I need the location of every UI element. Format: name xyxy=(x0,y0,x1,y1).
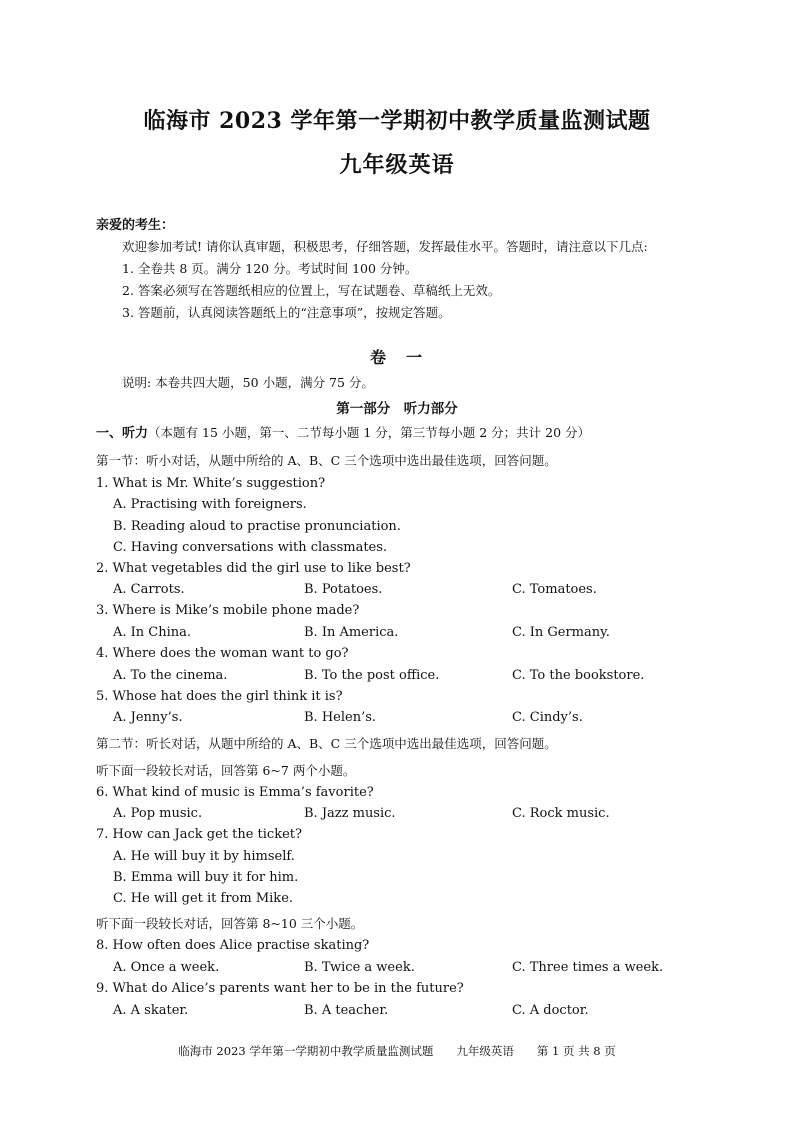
option: B. To the post office. xyxy=(304,668,440,683)
question: 7. How can Jack get the ticket? xyxy=(96,827,302,842)
question: 2. What vegetables did the girl use to like best? xyxy=(96,561,411,576)
option: C. Tomatoes. xyxy=(512,582,597,597)
section-instruction: 第二节：听长对话，从题中所给的 A、B、C 三个选项中选出最佳选项，回答问题。 xyxy=(96,736,557,751)
volume-title: 卷 一 xyxy=(369,348,424,367)
option: C. A doctor. xyxy=(512,1003,589,1018)
option: B. Reading aloud to practise pronunciation. xyxy=(113,519,401,534)
option: A. Jenny’s. xyxy=(113,710,183,725)
section-heading-note: （本题有 15 小题，第一、二节每小题 1 分，第三节每小题 2 分；共计 20 分） xyxy=(148,425,591,440)
option: C. To the bookstore. xyxy=(512,668,645,683)
option: C. He will get it from Mike. xyxy=(113,891,294,906)
option: B. Helen’s. xyxy=(304,710,377,725)
option: C. Rock music. xyxy=(512,806,610,821)
option: B. Potatoes. xyxy=(304,582,383,597)
option: C. Three times a week. xyxy=(512,960,664,975)
option: A. A skater. xyxy=(113,1003,189,1018)
option: B. Emma will buy it for him. xyxy=(113,870,299,885)
greeting: 亲爱的考生： xyxy=(96,218,175,233)
option: C. In Germany. xyxy=(512,625,610,640)
page-subtitle: 九年级英语 xyxy=(339,152,455,178)
option: B. A teacher. xyxy=(304,1003,389,1018)
question: 6. What kind of music is Emma’s favorite? xyxy=(96,785,374,800)
section-heading xyxy=(96,422,590,441)
option: A. In China. xyxy=(113,625,192,640)
notice-item: 2. 答案必须写在答题纸相应的位置上，写在试题卷、草稿纸上无效。 xyxy=(122,283,501,298)
dialogue-instruction: 听下面一段较长对话，回答第 8~10 三个小题。 xyxy=(96,916,364,931)
option: C. Having conversations with classmates. xyxy=(113,540,388,555)
option: C. Cindy’s. xyxy=(512,710,583,725)
notice-item: 1. 全卷共 8 页。满分 120 分。考试时间 100 分钟。 xyxy=(122,261,418,276)
option: A. Practising with foreigners. xyxy=(113,497,307,512)
dialogue-instruction: 听下面一段较长对话，回答第 6~7 两个小题。 xyxy=(96,763,356,778)
option: A. To the cinema. xyxy=(113,668,228,683)
page-footer: 临海市 2023 学年第一学期初中教学质量监测试题 九年级英语 第 1 页 共 8 页 xyxy=(178,1044,616,1058)
option: B. Twice a week. xyxy=(304,960,415,975)
notice-item: 3. 答题前，认真阅读答题纸上的“注意事项”，按规定答题。 xyxy=(122,305,451,320)
section-instruction: 第一节：听小对话，从题中所给的 A、B、C 三个选项中选出最佳选项，回答问题。 xyxy=(96,453,557,468)
option: B. Jazz music. xyxy=(304,806,396,821)
question: 4. Where does the woman want to go? xyxy=(96,646,349,661)
option: A. Once a week. xyxy=(113,960,220,975)
question: 5. Whose hat does the girl think it is? xyxy=(96,689,343,704)
option: A. He will buy it by himself. xyxy=(113,849,295,864)
page-title: 临海市 2023 学年第一学期初中教学质量监测试题 xyxy=(143,108,651,134)
section-heading-label: 一、听力 xyxy=(96,426,149,441)
option: A. Carrots. xyxy=(113,582,185,597)
notice-intro: 欢迎参加考试! 请你认真审题，积极思考，仔细答题，发挥最佳水平。答题时，请注意以下几点: xyxy=(122,239,648,254)
option: B. In America. xyxy=(304,625,399,640)
option: A. Pop music. xyxy=(113,806,203,821)
question: 3. Where is Mike’s mobile phone made? xyxy=(96,603,360,618)
question: 1. What is Mr. White’s suggestion? xyxy=(96,476,326,491)
part-title: 第一部分 听力部分 xyxy=(336,401,458,417)
volume-note: 说明: 本卷共四大题，50 小题，满分 75 分。 xyxy=(122,375,374,390)
question: 8. How often does Alice practise skating? xyxy=(96,938,370,953)
question: 9. What do Alice’s parents want her to be in the future? xyxy=(96,981,464,996)
